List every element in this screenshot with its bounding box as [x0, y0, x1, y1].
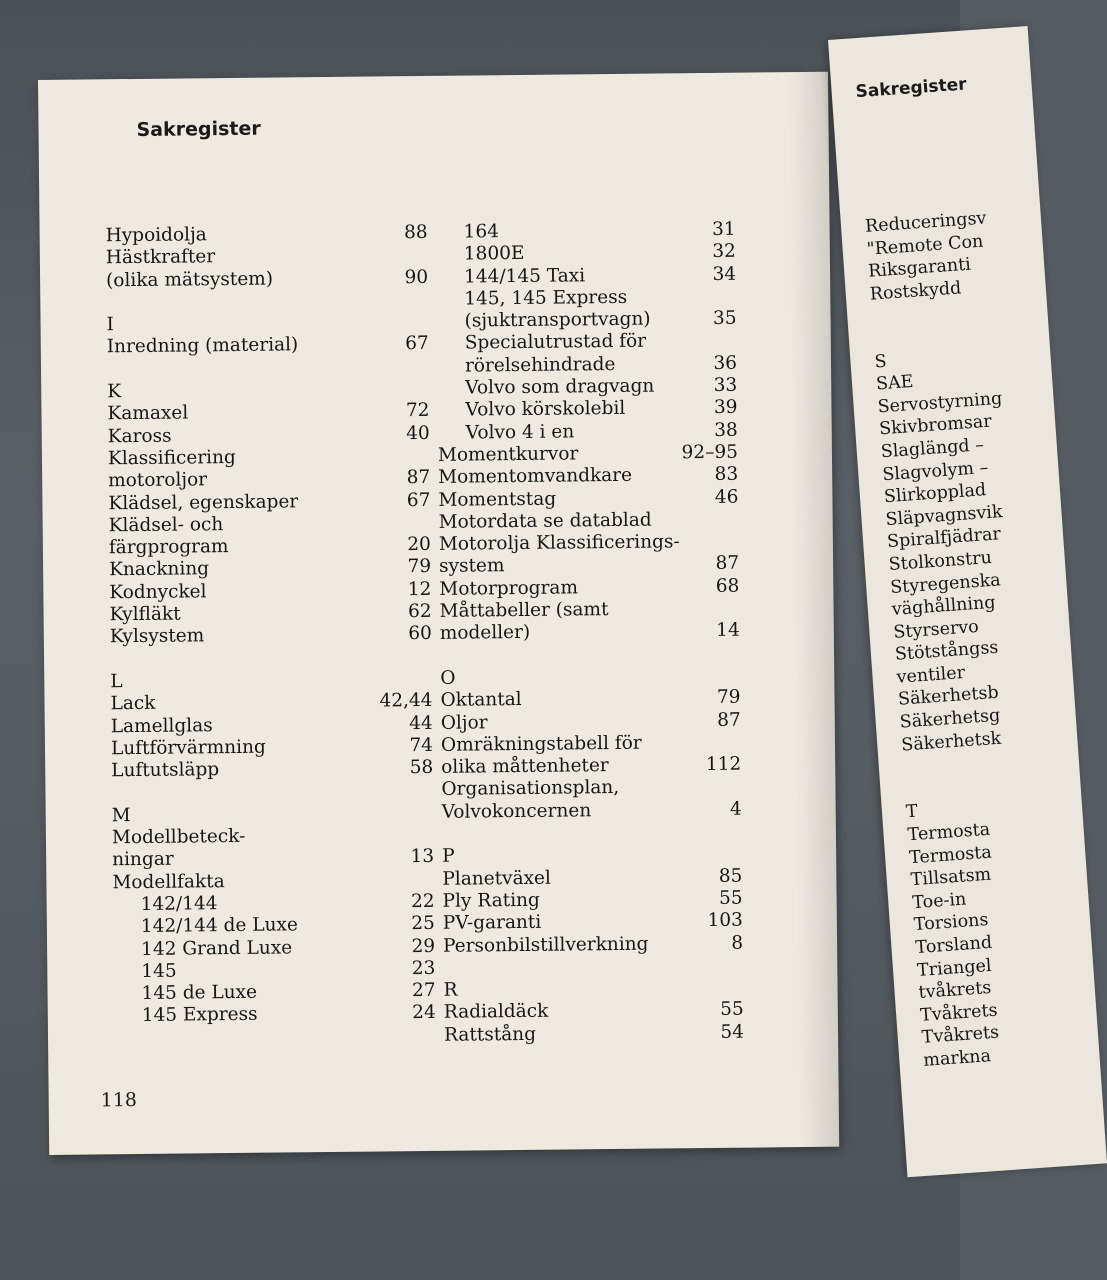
index-entry-term: motoroljor — [108, 469, 208, 492]
index-entry-cropped: Slaglängd – — [880, 435, 985, 463]
index-entry-term: Luftutsläpp — [111, 759, 220, 782]
index-entry-cropped: Slagvolym – — [881, 457, 989, 485]
index-entry-page: 62 — [407, 600, 432, 623]
index-entry — [439, 598, 739, 623]
index-entry — [436, 263, 736, 288]
index-entry-term: 145, 145 Express — [464, 286, 628, 310]
index-entry-cropped: Säkerhetsg — [899, 705, 1001, 733]
index-entry — [111, 757, 433, 783]
index-entry-term: M — [111, 804, 131, 826]
index-entry-term: Hypoidolja — [105, 224, 207, 247]
index-entry — [438, 442, 738, 467]
index-entry-term: Kaross — [107, 425, 172, 447]
index-column-2 — [436, 219, 745, 1047]
index-entry-page: 87 — [406, 467, 431, 489]
index-entry-page: 36 — [713, 352, 738, 374]
index-entry — [436, 308, 736, 333]
index-entry — [439, 531, 739, 556]
index-entry — [114, 1002, 436, 1028]
index-entry-term: 1800E — [463, 243, 525, 265]
index-entry — [439, 509, 739, 534]
index-entry-page: 29 — [411, 935, 436, 957]
index-entry-term: Personbilstillverkning — [442, 933, 649, 957]
index-entry — [440, 642, 740, 667]
index-entry-term: Kylsystem — [109, 625, 205, 648]
index-entry — [438, 419, 738, 444]
index-entry-cropped: Släpvagnsvik — [884, 501, 1004, 530]
index-entry-page: 31 — [711, 218, 736, 240]
index-entry-cropped: Tillsatsm — [910, 864, 992, 891]
index-entry — [442, 865, 742, 890]
index-entry-page: 25 — [411, 913, 435, 935]
index-entry-term: Modellbeteck- — [111, 825, 246, 849]
index-entry-term: Volvo 4 i en — [465, 421, 575, 444]
index-entry-page: 67 — [405, 333, 429, 355]
index-entry-term: Volvo körskolebil — [465, 398, 626, 421]
index-entry-term: 145 Express — [141, 1004, 258, 1027]
index-entry — [106, 267, 428, 293]
index-entry — [444, 1021, 744, 1046]
index-entry — [441, 754, 741, 779]
index-entry-page: 44 — [409, 712, 433, 734]
index-entry-page: 74 — [409, 734, 434, 756]
index-entry-term: L — [110, 671, 123, 693]
index-entry-term: 142/144 — [140, 893, 218, 915]
index-entry-page: 42,44 — [379, 690, 433, 712]
index-entry — [443, 932, 743, 957]
index-entry-page: 24 — [412, 1002, 436, 1024]
index-entry-term: Ply Rating — [442, 889, 540, 912]
index-entry-cropped: ventiler — [895, 662, 966, 688]
index-entry-cropped: S — [873, 351, 888, 373]
index-entry-page: 68 — [715, 575, 740, 597]
index-entry-term: Momentomvandkare — [438, 465, 633, 489]
index-entry — [437, 375, 737, 400]
index-entry-page: 55 — [720, 999, 744, 1021]
index-entry-term: Rattstång — [443, 1023, 537, 1046]
index-entry-page: 58 — [409, 757, 434, 779]
index-entry-cropped: Termosta — [906, 819, 991, 846]
index-entry-term: Momentstag — [438, 488, 557, 511]
index-entry-page: 22 — [410, 890, 435, 913]
index-entry — [443, 910, 743, 935]
index-entry-cropped: T — [905, 802, 919, 823]
index-entry — [442, 798, 742, 823]
index-entry-page: 87 — [715, 553, 740, 575]
index-entry-term: Motordata se datablad — [438, 509, 652, 533]
index-entry — [440, 687, 740, 712]
index-entry-page: 8 — [731, 932, 744, 954]
index-entry-page: 112 — [705, 753, 742, 776]
index-entry — [442, 843, 742, 868]
index-entry-term: Modellfakta — [112, 870, 225, 893]
index-entry-term: Lamellglas — [110, 714, 213, 737]
index-entry-cropped: väghållning — [891, 592, 997, 620]
index-entry — [442, 821, 742, 846]
index-entry-page: 88 — [403, 221, 428, 244]
index-entry — [437, 397, 737, 422]
index-entry-term: PV-garanti — [442, 911, 542, 935]
index-entry-page: 103 — [707, 909, 743, 932]
index-entry-page: 85 — [718, 865, 743, 887]
index-entry — [444, 999, 744, 1024]
index-entry-term: olika måttenheter — [441, 755, 609, 778]
index-entry-term: Klädsel, egenskaper — [108, 490, 299, 514]
index-entry-cropped: Reduceringsv — [864, 208, 987, 237]
index-entry-term: 145 de Luxe — [141, 981, 258, 1005]
index-entry-term: Organisationsplan, — [441, 777, 620, 801]
index-entry-term: P — [442, 845, 455, 868]
index-entry-page: 34 — [712, 263, 737, 285]
index-entry-term: system — [439, 555, 505, 578]
index-entry-term: Radialdäck — [443, 1001, 549, 1024]
index-entry-term: Omräkningstabell för — [440, 732, 642, 756]
index-entry-cropped: Styregenska — [889, 569, 1002, 598]
index-column-1 — [106, 222, 436, 1028]
index-entry — [440, 665, 740, 690]
index-entry — [443, 977, 743, 1002]
index-entry-cropped: Säkerhetsk — [900, 728, 1002, 756]
index-entry-cropped: Termosta — [908, 842, 993, 868]
index-entry-term: modeller) — [439, 622, 531, 645]
index-entry — [438, 486, 738, 511]
index-entry-cropped: Riksgaranti — [867, 254, 972, 282]
index-entry-cropped: Tvåkrets — [921, 1022, 1000, 1049]
index-entry-page: 38 — [714, 419, 738, 441]
index-entry — [443, 888, 743, 913]
index-entry-term: O — [440, 667, 456, 689]
index-entry-page: 79 — [716, 686, 741, 709]
index-entry-cropped: Servostyrning — [877, 388, 1003, 418]
index-entry-page: 40 — [406, 422, 430, 444]
index-entry — [436, 219, 736, 244]
index-entry — [437, 352, 737, 377]
index-entry-cropped: "Remote Con — [866, 231, 984, 260]
index-entry-term: Oktantal — [440, 689, 522, 712]
index-entry-page: 20 — [407, 534, 431, 556]
index-entry-page: 12 — [407, 578, 432, 600]
index-entry-term: Kamaxel — [107, 402, 189, 425]
index-entry-cropped: Säkerhetsb — [897, 683, 1000, 711]
index-entry-term: Knackning — [109, 558, 210, 581]
index-entry-term: Motorolja Klassificerings- — [438, 531, 680, 555]
index-entry-page: 23 — [411, 957, 436, 979]
index-entry-term: Kodnyckel — [109, 581, 207, 604]
index-entry — [441, 776, 741, 801]
index-entry-page: 39 — [713, 397, 738, 419]
index-entry-term: Måttabeller (samt — [439, 599, 609, 622]
index-entry-term: Lack — [110, 693, 156, 715]
index-entry-page: 4 — [729, 798, 742, 820]
index-column-right — [864, 207, 1048, 1072]
index-entry-term: 164 — [463, 221, 500, 243]
index-entry-cropped: SAE — [875, 372, 915, 395]
index-entry-term: Planetväxel — [442, 867, 551, 890]
index-entry-term: Klassificering — [107, 446, 236, 470]
index-entry-page: 55 — [718, 887, 743, 909]
index-entry-term: K — [107, 381, 122, 403]
index-entry-page: 13 — [410, 846, 435, 868]
index-entry-page: 60 — [408, 623, 432, 645]
index-entry-cropped: Toe-in — [911, 889, 967, 914]
index-entry — [438, 464, 738, 489]
index-entry-term: (sjuktransportvagn) — [464, 308, 651, 332]
index-entry-page: 87 — [717, 709, 741, 731]
index-entry-cropped: Tvåkrets — [919, 1000, 999, 1026]
index-entry-term: Volvo som dragvagn — [465, 375, 655, 399]
index-entry — [107, 333, 429, 359]
index-entry-cropped: Torsions — [913, 910, 990, 936]
index-page-left — [38, 72, 839, 1155]
index-entry-cropped: Spiralfjädrar — [886, 524, 1002, 553]
index-entry-page: 32 — [712, 240, 736, 263]
index-entry-cropped: markna — [922, 1046, 992, 1071]
index-entry-page: 79 — [407, 556, 432, 578]
index-entry-term: Specialutrustad för — [464, 331, 647, 355]
index-entry-term: Luftförvärmning — [110, 736, 266, 760]
index-entry-page: 46 — [714, 486, 739, 508]
index-entry — [443, 954, 743, 979]
index-entry-term: Hästkrafter — [105, 246, 216, 269]
index-entry-cropped: Stötstångss — [894, 637, 1000, 666]
index-entry-term: (olika mätsystem) — [105, 268, 274, 291]
index-entry — [441, 732, 741, 757]
index-entry-cropped: Stolkonstru — [888, 547, 993, 575]
index-entry-page: 83 — [714, 463, 739, 486]
index-entry-page: 27 — [411, 979, 436, 1002]
index-entry-term: 142 Grand Luxe — [140, 936, 293, 960]
index-entry-cropped: Styrservo — [892, 616, 980, 643]
index-entry — [439, 575, 739, 600]
index-entry-term: färgprogram — [108, 536, 229, 559]
index-entry-term: rörelsehindrade — [464, 353, 616, 377]
index-entry-cropped: Torsland — [914, 932, 993, 959]
index-entry — [440, 620, 740, 645]
index-entry-page: 35 — [712, 307, 737, 330]
index-entry-term: Oljor — [440, 711, 488, 734]
index-entry-page: 33 — [713, 374, 738, 397]
index-entry-page: 14 — [716, 620, 740, 642]
index-entry — [439, 553, 739, 578]
index-entry — [436, 286, 736, 311]
index-entry-term: Kylfläkt — [109, 603, 181, 626]
index-entry — [436, 241, 736, 266]
index-entry — [441, 709, 741, 734]
index-entry-term: Momentkurvor — [437, 443, 579, 466]
index-entry-term: ningar — [112, 848, 174, 871]
index-entry-page: 72 — [405, 400, 430, 422]
index-entry-cropped: Skivbromsar — [878, 411, 993, 440]
index-entry-cropped: Triangel — [916, 955, 993, 981]
page-header: Sakregister — [136, 117, 261, 141]
index-entry-term: Volvokoncernen — [441, 799, 592, 823]
index-entry-term: Klädsel- och — [108, 513, 224, 537]
page-header-right: Sakregister — [855, 74, 968, 103]
index-entry-page: 54 — [720, 1021, 745, 1043]
page-number: 118 — [100, 1089, 138, 1112]
index-entry-term: 145 — [141, 960, 177, 982]
index-entry-term: Motorprogram — [439, 577, 579, 600]
index-entry-term: 142/144 de Luxe — [140, 914, 298, 938]
index-entry-cropped: tvåkrets — [918, 978, 992, 1004]
index-entry-term: I — [106, 314, 114, 336]
index-entry-page: 90 — [404, 266, 429, 288]
index-entry-page: 67 — [406, 489, 431, 511]
index-entry-term: Inredning (material) — [106, 334, 299, 358]
index-entry-cropped: Slirkopplad — [883, 480, 987, 508]
index-entry-term: 144/145 Taxi — [463, 264, 586, 288]
index-entry-cropped: Rostskydd — [869, 278, 962, 305]
index-entry — [110, 623, 432, 649]
index-entry — [437, 330, 737, 355]
index-entry-page: 92–95 — [681, 441, 739, 464]
index-entry-term: R — [443, 979, 458, 1001]
